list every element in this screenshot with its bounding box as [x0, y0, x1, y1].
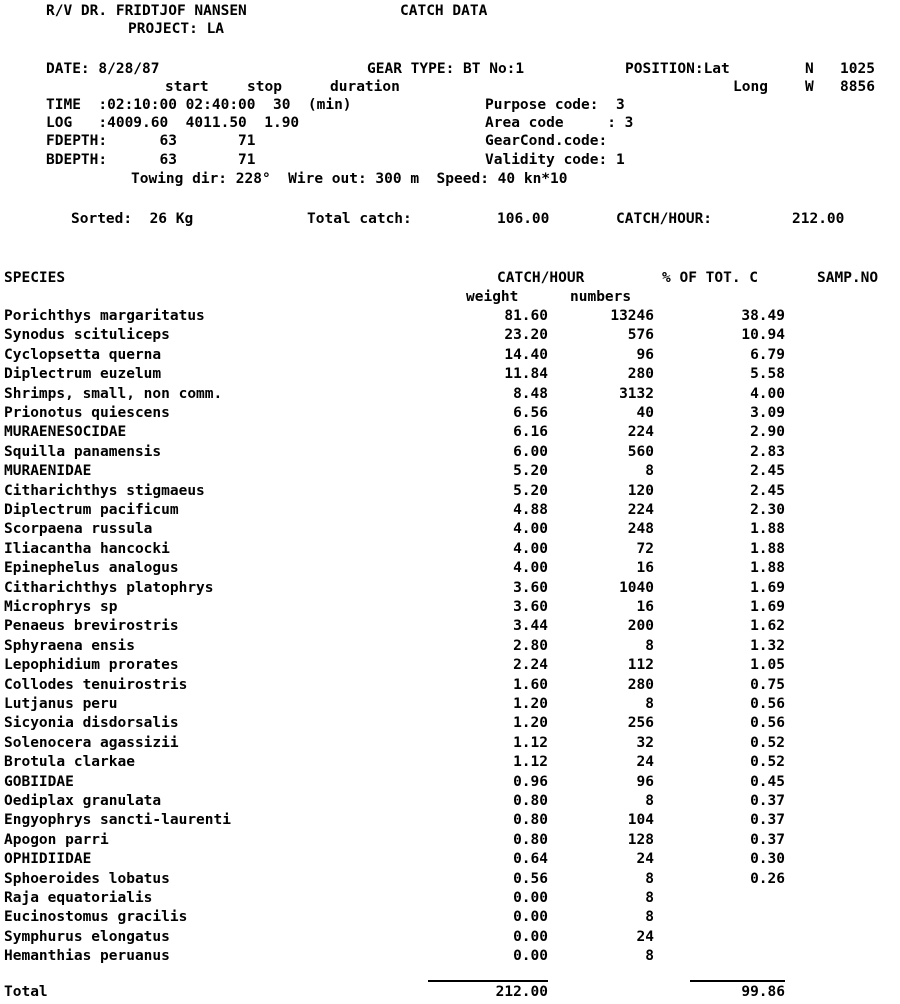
species-name: MURAENESOCIDAE — [4, 424, 127, 441]
percent-of-total: 2.45 — [750, 482, 785, 499]
percent-of-total: 0.52 — [750, 754, 785, 771]
catch-numbers: 128 — [627, 831, 654, 848]
total-weight: 212.00 — [495, 984, 548, 1000]
catch-numbers: 8 — [645, 637, 654, 654]
purpose-code: Purpose code: 3 — [485, 97, 625, 113]
total-label: Total — [4, 984, 48, 1000]
long-value: 8856 — [840, 79, 875, 95]
catch-weight: 1.12 — [513, 754, 548, 771]
species-name: Shrimps, small, non comm. — [4, 385, 223, 402]
species-name: Brotula clarkae — [4, 754, 135, 771]
catch-numbers: 13246 — [610, 308, 654, 324]
percent-of-total: 0.26 — [750, 870, 785, 887]
log-row: LOG :4009.60 4011.50 1.90 — [46, 115, 300, 131]
catch-numbers: 576 — [627, 327, 654, 344]
table-row — [0, 851, 900, 870]
catch-weight: 1.20 — [513, 715, 548, 732]
table-row — [0, 696, 900, 715]
percent-of-total: 0.37 — [750, 812, 785, 829]
table-row — [0, 327, 900, 346]
species-name: Sicyonia disdorsalis — [4, 715, 179, 732]
sorted-weight: Sorted: 26 Kg — [71, 211, 194, 227]
catch-weight: 2.80 — [513, 637, 548, 654]
catch-weight: 0.00 — [513, 909, 548, 926]
percent-of-total: 0.45 — [750, 773, 785, 790]
table-row — [0, 929, 900, 948]
percent-of-total: 0.37 — [750, 831, 785, 848]
catch-weight: 0.00 — [513, 928, 548, 945]
table-row — [0, 405, 900, 424]
catch-numbers: 32 — [636, 734, 654, 751]
catch-weight: 3.60 — [513, 579, 548, 596]
table-row — [0, 502, 900, 521]
percent-of-total: 0.37 — [750, 793, 785, 809]
species-name: Sphoeroides lobatus — [4, 870, 170, 887]
percent-of-total: 2.30 — [750, 502, 785, 518]
gearcond-code: GearCond.code: — [485, 133, 608, 149]
table-row — [0, 521, 900, 540]
total-catch-label: Total catch: — [307, 211, 412, 227]
species-name: Porichthys margaritatus — [4, 308, 205, 324]
catch-weight: 81.60 — [504, 308, 548, 324]
catch-numbers: 248 — [627, 521, 654, 538]
catch-hour-column-header: CATCH/HOUR — [497, 270, 585, 286]
percent-of-total: 1.88 — [750, 521, 785, 538]
time-row: TIME :02:10:00 02:40:00 30 (min) — [46, 97, 352, 113]
weight-total-rule — [428, 980, 548, 982]
catch-numbers: 8 — [645, 909, 654, 926]
table-row — [0, 735, 900, 754]
table-row — [0, 618, 900, 637]
table-row — [0, 580, 900, 599]
catch-weight: 6.00 — [513, 443, 548, 460]
species-name: Citharichthys stigmaeus — [4, 482, 205, 499]
table-row — [0, 832, 900, 851]
percent-of-total: 38.49 — [741, 308, 785, 324]
species-name: Oediplax granulata — [4, 793, 162, 809]
document-title: CATCH DATA — [400, 3, 488, 19]
lat-value: 1025 — [840, 61, 875, 77]
table-row — [0, 677, 900, 696]
catch-hour-label: CATCH/HOUR: — [616, 211, 713, 227]
catch-numbers: 3132 — [619, 385, 654, 402]
percent-of-total: 6.79 — [750, 346, 785, 363]
catch-numbers: 8 — [645, 793, 654, 809]
vessel-name: R/V DR. FRIDTJOF NANSEN — [46, 3, 247, 19]
total-catch-value: 106.00 — [497, 211, 550, 227]
species-name: Lutjanus peru — [4, 696, 118, 712]
table-row — [0, 774, 900, 793]
long-hemisphere: W — [805, 79, 814, 95]
catch-numbers: 96 — [636, 346, 654, 363]
percent-of-total: 4.00 — [750, 385, 785, 402]
catch-weight: 4.00 — [513, 560, 548, 577]
catch-weight: 0.00 — [513, 890, 548, 906]
total-percent: 99.86 — [741, 984, 785, 1000]
position-long-label: Long — [733, 79, 768, 95]
catch-weight: 6.56 — [513, 405, 548, 421]
towing-info: Towing dir: 228° Wire out: 300 m Speed: 40 kn*10 — [131, 171, 568, 187]
catch-weight: 1.60 — [513, 676, 548, 693]
catch-numbers: 8 — [645, 463, 654, 480]
catch-numbers: 280 — [627, 366, 654, 383]
catch-numbers: 8 — [645, 696, 654, 712]
percent-of-total: 1.62 — [750, 618, 785, 635]
catch-weight: 3.60 — [513, 599, 548, 615]
species-name: OPHIDIIDAE — [4, 851, 92, 868]
catch-weight: 0.96 — [513, 773, 548, 790]
percent-of-total: 0.30 — [750, 851, 785, 868]
species-name: Penaeus brevirostris — [4, 618, 179, 635]
catch-weight: 1.20 — [513, 696, 548, 712]
catch-weight: 2.24 — [513, 657, 548, 674]
table-row — [0, 463, 900, 482]
catch-numbers: 24 — [636, 754, 654, 771]
species-name: Microphrys sp — [4, 599, 118, 615]
species-name: Lepophidium prorates — [4, 657, 179, 674]
catch-numbers: 96 — [636, 773, 654, 790]
validity-code: Validity code: 1 — [485, 152, 625, 168]
position-lat-label: POSITION:Lat — [625, 61, 730, 77]
species-name: MURAENIDAE — [4, 463, 92, 480]
percent-total-rule — [690, 980, 785, 982]
percent-of-total: 1.32 — [750, 637, 785, 654]
table-row — [0, 793, 900, 812]
catch-numbers: 120 — [627, 482, 654, 499]
catch-numbers: 1040 — [619, 579, 654, 596]
species-name: Collodes tenuirostris — [4, 676, 188, 693]
percent-of-total: 3.09 — [750, 405, 785, 421]
table-row — [0, 871, 900, 890]
catch-weight: 8.48 — [513, 385, 548, 402]
percent-of-total: 1.69 — [750, 579, 785, 596]
species-name: GOBIIDAE — [4, 773, 74, 790]
catch-numbers: 16 — [636, 599, 654, 615]
table-row — [0, 812, 900, 831]
table-row — [0, 483, 900, 502]
table-row — [0, 541, 900, 560]
catch-weight: 6.16 — [513, 424, 548, 441]
table-row — [0, 444, 900, 463]
weight-column-header: weight — [466, 289, 519, 305]
gear-type-field: GEAR TYPE: BT No:1 — [367, 61, 525, 77]
percent-of-total: 0.56 — [750, 715, 785, 732]
species-name: Solenocera agassizii — [4, 734, 179, 751]
table-row — [0, 599, 900, 618]
percent-of-total: 2.83 — [750, 443, 785, 460]
species-name: Diplectrum euzelum — [4, 366, 162, 383]
date-field: DATE: 8/28/87 — [46, 61, 160, 77]
table-row — [0, 715, 900, 734]
species-name: Iliacantha hancocki — [4, 540, 170, 557]
catch-numbers: 560 — [627, 443, 654, 460]
species-name: Epinephelus analogus — [4, 560, 179, 577]
catch-weight: 4.00 — [513, 540, 548, 557]
catch-numbers: 24 — [636, 851, 654, 868]
catch-weight: 3.44 — [513, 618, 548, 635]
catch-weight: 0.80 — [513, 793, 548, 809]
percent-of-total: 1.88 — [750, 560, 785, 577]
table-row — [0, 638, 900, 657]
catch-numbers: 8 — [645, 948, 654, 965]
catch-numbers: 16 — [636, 560, 654, 577]
species-name: Engyophrys sancti-laurenti — [4, 812, 231, 829]
catch-numbers: 256 — [627, 715, 654, 732]
table-row — [0, 890, 900, 909]
catch-numbers: 8 — [645, 890, 654, 906]
percent-of-total: 5.58 — [750, 366, 785, 383]
catch-weight: 0.64 — [513, 851, 548, 868]
species-name: Squilla panamensis — [4, 443, 162, 460]
table-row — [0, 424, 900, 443]
table-row — [0, 754, 900, 773]
catch-weight: 23.20 — [504, 327, 548, 344]
catch-numbers: 24 — [636, 928, 654, 945]
numbers-column-header: numbers — [570, 289, 632, 305]
catch-weight: 1.12 — [513, 734, 548, 751]
catch-hour-value: 212.00 — [792, 211, 845, 227]
bdepth-row: BDEPTH: 63 71 — [46, 152, 256, 168]
percent-of-total: 2.90 — [750, 424, 785, 441]
species-name: Prionotus quiescens — [4, 405, 170, 421]
catch-numbers: 224 — [627, 502, 654, 518]
catch-numbers: 224 — [627, 424, 654, 441]
species-name: Citharichthys platophrys — [4, 579, 214, 596]
area-code: Area code : 3 — [485, 115, 634, 131]
catch-weight: 0.00 — [513, 948, 548, 965]
lat-hemisphere: N — [805, 61, 814, 77]
table-row — [0, 909, 900, 928]
catch-weight: 4.88 — [513, 502, 548, 518]
species-column-header: SPECIES — [4, 270, 66, 286]
sample-number-column-header: SAMP.NO — [817, 270, 879, 286]
percent-of-total: 0.75 — [750, 676, 785, 693]
catch-weight: 0.80 — [513, 831, 548, 848]
species-name: Sphyraena ensis — [4, 637, 135, 654]
species-name: Synodus scituliceps — [4, 327, 170, 344]
catch-weight: 5.20 — [513, 463, 548, 480]
catch-numbers: 280 — [627, 676, 654, 693]
percent-of-total: 0.56 — [750, 696, 785, 712]
col-duration-label: duration — [330, 79, 400, 95]
catch-weight: 11.84 — [504, 366, 548, 383]
table-row — [0, 366, 900, 385]
catch-numbers: 72 — [636, 540, 654, 557]
species-name: Diplectrum pacificum — [4, 502, 179, 518]
table-row — [0, 386, 900, 405]
catch-weight: 14.40 — [504, 346, 548, 363]
catch-numbers: 104 — [627, 812, 654, 829]
species-name: Apogon parri — [4, 831, 109, 848]
percent-of-total: 10.94 — [741, 327, 785, 344]
species-name: Symphurus elongatus — [4, 928, 170, 945]
catch-numbers: 40 — [636, 405, 654, 421]
catch-numbers: 112 — [627, 657, 654, 674]
species-name: Eucinostomus gracilis — [4, 909, 188, 926]
fdepth-row: FDEPTH: 63 71 — [46, 133, 256, 149]
table-row — [0, 560, 900, 579]
percent-of-total: 1.05 — [750, 657, 785, 674]
catch-numbers: 8 — [645, 870, 654, 887]
table-row — [0, 308, 900, 327]
table-row — [0, 347, 900, 366]
catch-weight: 0.80 — [513, 812, 548, 829]
species-name: Scorpaena russula — [4, 521, 153, 538]
table-row — [0, 948, 900, 967]
percent-of-total: 2.45 — [750, 463, 785, 480]
catch-numbers: 200 — [627, 618, 654, 635]
catch-weight: 4.00 — [513, 521, 548, 538]
percent-of-total: 1.88 — [750, 540, 785, 557]
species-name: Raja equatorialis — [4, 890, 153, 906]
catch-weight: 0.56 — [513, 870, 548, 887]
species-name: Cyclopsetta querna — [4, 346, 162, 363]
percent-of-total: 1.69 — [750, 599, 785, 615]
project-label: PROJECT: LA — [128, 21, 225, 37]
catch-weight: 5.20 — [513, 482, 548, 499]
col-stop-label: stop — [247, 79, 282, 95]
table-row — [0, 657, 900, 676]
percent-of-total: 0.52 — [750, 734, 785, 751]
col-start-label: start — [165, 79, 209, 95]
percent-total-column-header: % OF TOT. C — [662, 270, 759, 286]
species-name: Hemanthias peruanus — [4, 948, 170, 965]
